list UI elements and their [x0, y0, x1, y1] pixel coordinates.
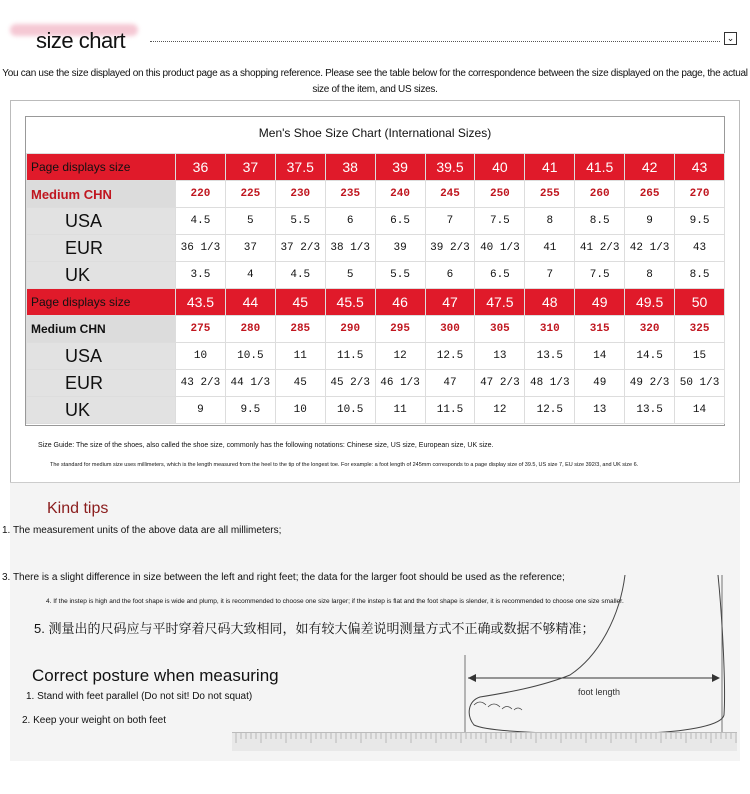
size-cell: 43 2/3 — [176, 370, 226, 397]
size-cell: 41.5 — [575, 154, 625, 181]
size-cell: 10.5 — [225, 343, 275, 370]
size-cell: 43 — [675, 154, 725, 181]
size-cell: 13 — [475, 343, 525, 370]
size-cell: 45.5 — [325, 289, 375, 316]
size-cell: 49 2/3 — [625, 370, 675, 397]
size-cell: 48 1/3 — [525, 370, 575, 397]
size-row-page — [27, 289, 725, 316]
size-cell: 220 — [176, 181, 226, 208]
size-cell: 39.5 — [425, 154, 475, 181]
size-cell: 11 — [375, 397, 425, 424]
size-row-chn — [27, 181, 725, 208]
size-cell: 47 — [425, 289, 475, 316]
size-cell: 41 2/3 — [575, 235, 625, 262]
size-cell: 37 — [225, 235, 275, 262]
size-cell: 4.5 — [176, 208, 226, 235]
size-cell: 39 — [375, 154, 425, 181]
intro-text: You can use the size displayed on this product page as a shopping reference. Please see the table below for the correspondence between the size displayed on the page, the actual size of the item, and US sizes. — [2, 68, 748, 95]
page-title: size chart — [36, 28, 126, 53]
size-cell: 37.5 — [275, 154, 325, 181]
size-cell: 5.5 — [375, 262, 425, 289]
tip-1: 1. The measurement units of the above data are all millimeters; — [2, 525, 282, 536]
tip-4: 4. If the instep is high and the foot shape is wide and plump, it is recommended to choose one size larger; if the instep is flat and the foot shape is slender, it is recommended to choose one size smaller. — [46, 598, 624, 605]
size-cell: 9.5 — [675, 208, 725, 235]
size-cell: 270 — [675, 181, 725, 208]
size-cell: 47.5 — [475, 289, 525, 316]
row-label-uk: UK — [27, 262, 176, 289]
header-bar — [0, 20, 750, 60]
size-cell: 49.5 — [625, 289, 675, 316]
chart-title: Men's Shoe Size Chart (International Sizes) — [258, 126, 492, 140]
size-cell: 48 — [525, 289, 575, 316]
size-cell: 10.5 — [325, 397, 375, 424]
size-cell: 5 — [325, 262, 375, 289]
size-cell: 245 — [425, 181, 475, 208]
size-cell: 50 — [675, 289, 725, 316]
size-guide-detail: The standard for medium size uses millimeters, which is the length measured from the heel to the tip of the longest toe. For example: a foot length of 245mm corresponds to a page display size of 39.5, US size 7, EU size 392/3, and UK size 6. — [50, 462, 639, 468]
size-cell: 37 — [225, 154, 275, 181]
foot-length-label: foot length — [578, 687, 621, 697]
size-table — [26, 153, 725, 424]
size-cell: 9 — [176, 397, 226, 424]
size-guide: Size Guide: The size of the shoes, also called the shoe size, commonly has the following notations: Chinese size, US size, European size, UK size. — [38, 442, 494, 449]
size-cell: 8.5 — [575, 208, 625, 235]
size-cell: 50 1/3 — [675, 370, 725, 397]
size-cell: 46 1/3 — [375, 370, 425, 397]
size-cell: 265 — [625, 181, 675, 208]
size-cell: 45 2/3 — [325, 370, 375, 397]
size-cell: 300 — [425, 316, 475, 343]
size-cell: 42 1/3 — [625, 235, 675, 262]
size-row-chn — [27, 316, 725, 343]
size-cell: 44 1/3 — [225, 370, 275, 397]
size-cell: 36 — [176, 154, 226, 181]
size-cell: 36 1/3 — [176, 235, 226, 262]
size-cell: 3.5 — [176, 262, 226, 289]
size-cell: 250 — [475, 181, 525, 208]
size-cell: 47 — [425, 370, 475, 397]
size-cell: 6 — [325, 208, 375, 235]
size-cell: 40 1/3 — [475, 235, 525, 262]
row-label-usa: USA — [27, 208, 176, 235]
size-row-usa — [27, 343, 725, 370]
size-cell: 310 — [525, 316, 575, 343]
size-cell: 13.5 — [625, 397, 675, 424]
size-cell: 13.5 — [525, 343, 575, 370]
size-cell: 12 — [375, 343, 425, 370]
size-cell: 15 — [675, 343, 725, 370]
tips-title: Kind tips — [47, 500, 109, 517]
size-cell: 315 — [575, 316, 625, 343]
ruler-ticks — [232, 733, 737, 751]
size-cell: 260 — [575, 181, 625, 208]
size-cell: 280 — [225, 316, 275, 343]
row-label-eur: EUR — [27, 370, 176, 397]
size-cell: 43.5 — [176, 289, 226, 316]
size-cell: 275 — [176, 316, 226, 343]
size-cell: 38 1/3 — [325, 235, 375, 262]
size-cell: 235 — [325, 181, 375, 208]
size-cell: 11 — [275, 343, 325, 370]
size-cell: 320 — [625, 316, 675, 343]
posture-step-2: 2. Keep your weight on both feet — [22, 715, 166, 726]
size-cell: 255 — [525, 181, 575, 208]
size-cell: 8 — [525, 208, 575, 235]
size-cell: 7 — [425, 208, 475, 235]
size-cell: 47 2/3 — [475, 370, 525, 397]
size-cell: 41 — [525, 235, 575, 262]
ruler — [232, 732, 737, 751]
row-label-page: Page displays size — [27, 289, 176, 316]
size-cell: 12.5 — [525, 397, 575, 424]
size-cell: 11.5 — [425, 397, 475, 424]
size-cell: 14 — [675, 397, 725, 424]
size-cell: 230 — [275, 181, 325, 208]
size-cell: 325 — [675, 316, 725, 343]
size-cell: 14.5 — [625, 343, 675, 370]
size-cell: 37 2/3 — [275, 235, 325, 262]
size-row-eur — [27, 370, 725, 397]
size-cell: 43 — [675, 235, 725, 262]
size-row-eur — [27, 235, 725, 262]
size-cell: 8.5 — [675, 262, 725, 289]
size-cell: 41 — [525, 154, 575, 181]
size-cell: 45 — [275, 289, 325, 316]
size-row-usa — [27, 208, 725, 235]
size-cell: 5 — [225, 208, 275, 235]
size-cell: 12.5 — [425, 343, 475, 370]
size-cell: 9 — [625, 208, 675, 235]
size-cell: 45 — [275, 370, 325, 397]
size-cell: 7.5 — [575, 262, 625, 289]
foot-illustration — [460, 575, 730, 740]
size-cell: 9.5 — [225, 397, 275, 424]
size-cell: 6.5 — [375, 208, 425, 235]
tip-5: 5. 测量出的尺码应与平时穿着尺码大致相同，如有较大偏差说明测量方式不正确或数据不够精准； — [34, 621, 595, 636]
row-label-chn: Medium CHN — [27, 181, 176, 208]
size-row-page — [27, 154, 725, 181]
size-cell: 240 — [375, 181, 425, 208]
size-cell: 8 — [625, 262, 675, 289]
title-divider — [150, 41, 720, 42]
row-label-uk: UK — [27, 397, 176, 424]
posture-step-1: 1. Stand with feet parallel (Do not sit! Do not squat) — [26, 691, 253, 702]
size-cell: 295 — [375, 316, 425, 343]
size-row-uk — [27, 262, 725, 289]
size-cell: 6.5 — [475, 262, 525, 289]
size-cell: 305 — [475, 316, 525, 343]
size-cell: 38 — [325, 154, 375, 181]
size-cell: 7.5 — [475, 208, 525, 235]
size-cell: 42 — [625, 154, 675, 181]
size-cell: 10 — [275, 397, 325, 424]
row-label-page: Page displays size — [27, 154, 176, 181]
size-cell: 5.5 — [275, 208, 325, 235]
tip-3: 3. There is a slight difference in size between the left and right feet; the data for the larger foot should be used as the reference; — [2, 572, 565, 583]
size-cell: 12 — [475, 397, 525, 424]
size-cell: 10 — [176, 343, 226, 370]
size-cell: 39 2/3 — [425, 235, 475, 262]
row-label-usa: USA — [27, 343, 176, 370]
posture-title: Correct posture when measuring — [32, 666, 279, 685]
size-cell: 46 — [375, 289, 425, 316]
size-cell: 290 — [325, 316, 375, 343]
size-cell: 49 — [575, 289, 625, 316]
row-label-chn: Medium CHN — [27, 316, 176, 343]
size-cell: 39 — [375, 235, 425, 262]
size-cell: 7 — [525, 262, 575, 289]
size-cell: 4.5 — [275, 262, 325, 289]
size-cell: 225 — [225, 181, 275, 208]
size-cell: 11.5 — [325, 343, 375, 370]
size-cell: 6 — [425, 262, 475, 289]
size-cell: 49 — [575, 370, 625, 397]
row-label-eur: EUR — [27, 235, 176, 262]
size-cell: 40 — [475, 154, 525, 181]
size-cell: 44 — [225, 289, 275, 316]
size-cell: 14 — [575, 343, 625, 370]
size-cell: 13 — [575, 397, 625, 424]
chevron-down-icon[interactable]: ⌄ — [724, 32, 737, 45]
size-cell: 285 — [275, 316, 325, 343]
size-cell: 4 — [225, 262, 275, 289]
size-row-uk — [27, 397, 725, 424]
